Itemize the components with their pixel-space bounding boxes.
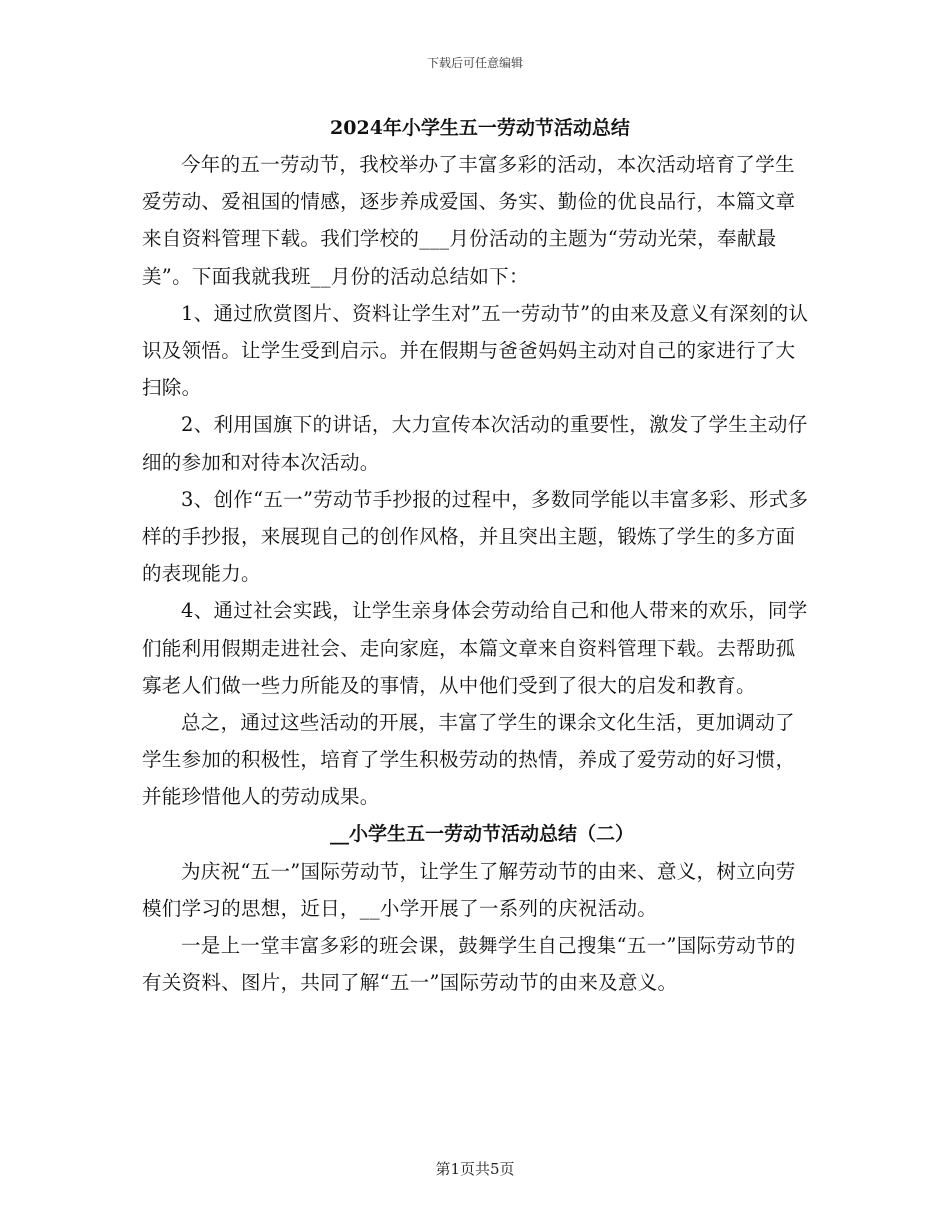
paragraph: 总之，通过这些活动的开展，丰富了学生的课余文化生活，更加调动了学生参加的积极性，培育了学生积极劳动的热情，养成了爱劳动的好习惯，并能珍惜他人的劳动成果。 [142,711,796,809]
paragraph: 4、通过社会实践，让学生亲身体会劳动给自己和他人带来的欢乐，同学们能利用假期走进社会、走向家庭，本篇文章来自资料管理下载。去帮助孤寡老人们做一些力所能及的事情，从中他们受到了很大的启发和教育。 [142,599,808,697]
paragraph: 3、创作“五一”劳动节手抄报的过程中，多数同学能以丰富多彩、形式多样的手抄报，来展现自己的创作风格，并且突出主题，锻炼了学生的多方面的表现能力。 [142,487,809,586]
paragraph: 2、利用国旗下的讲话，大力宣传本次活动的重要性，激发了学生主动仔细的参加和对待本次活动。 [142,413,808,474]
paragraph: 1、通过欣赏图片、资料让学生对”五一劳动节”的由来及意义有深刻的认识及领悟。让学生受到启示。并在假期与爸爸妈妈主动对自己的家进行了大扫除。 [142,301,809,400]
header-note: 下载后可任意编辑 [426,56,523,70]
page-footer: 第1页共5页 [435,1160,515,1178]
document-title: 2024年小学生五一劳动节活动总结 [330,117,630,139]
paragraph: 一是上一堂丰富多彩的班会课，鼓舞学生自己搜集“五一”国际劳动节的有关资料、图片，共同了解“五一”国际劳动节的由来及意义。 [142,934,796,995]
paragraph: 为庆祝“五一”国际劳动节，让学生了解劳动节的由来、意义，树立向劳模们学习的思想，近日，__小学开展了一系列的庆祝活动。 [142,859,796,920]
section-title: __小学生五一劳动节活动总结（二） [329,822,634,845]
document-body [142,110,810,1001]
paragraph: 今年的五一劳动节，我校举办了丰富多彩的活动，本次活动培育了学生爱劳动、爱祖国的情感，逐步养成爱国、务实、勤俭的优良品行，本篇文章来自资料管理下载。我们学校的___月份活动的主题为“劳动光荣，奉献最美”。下面我就我班__月份的活动总结如下： [142,153,796,288]
